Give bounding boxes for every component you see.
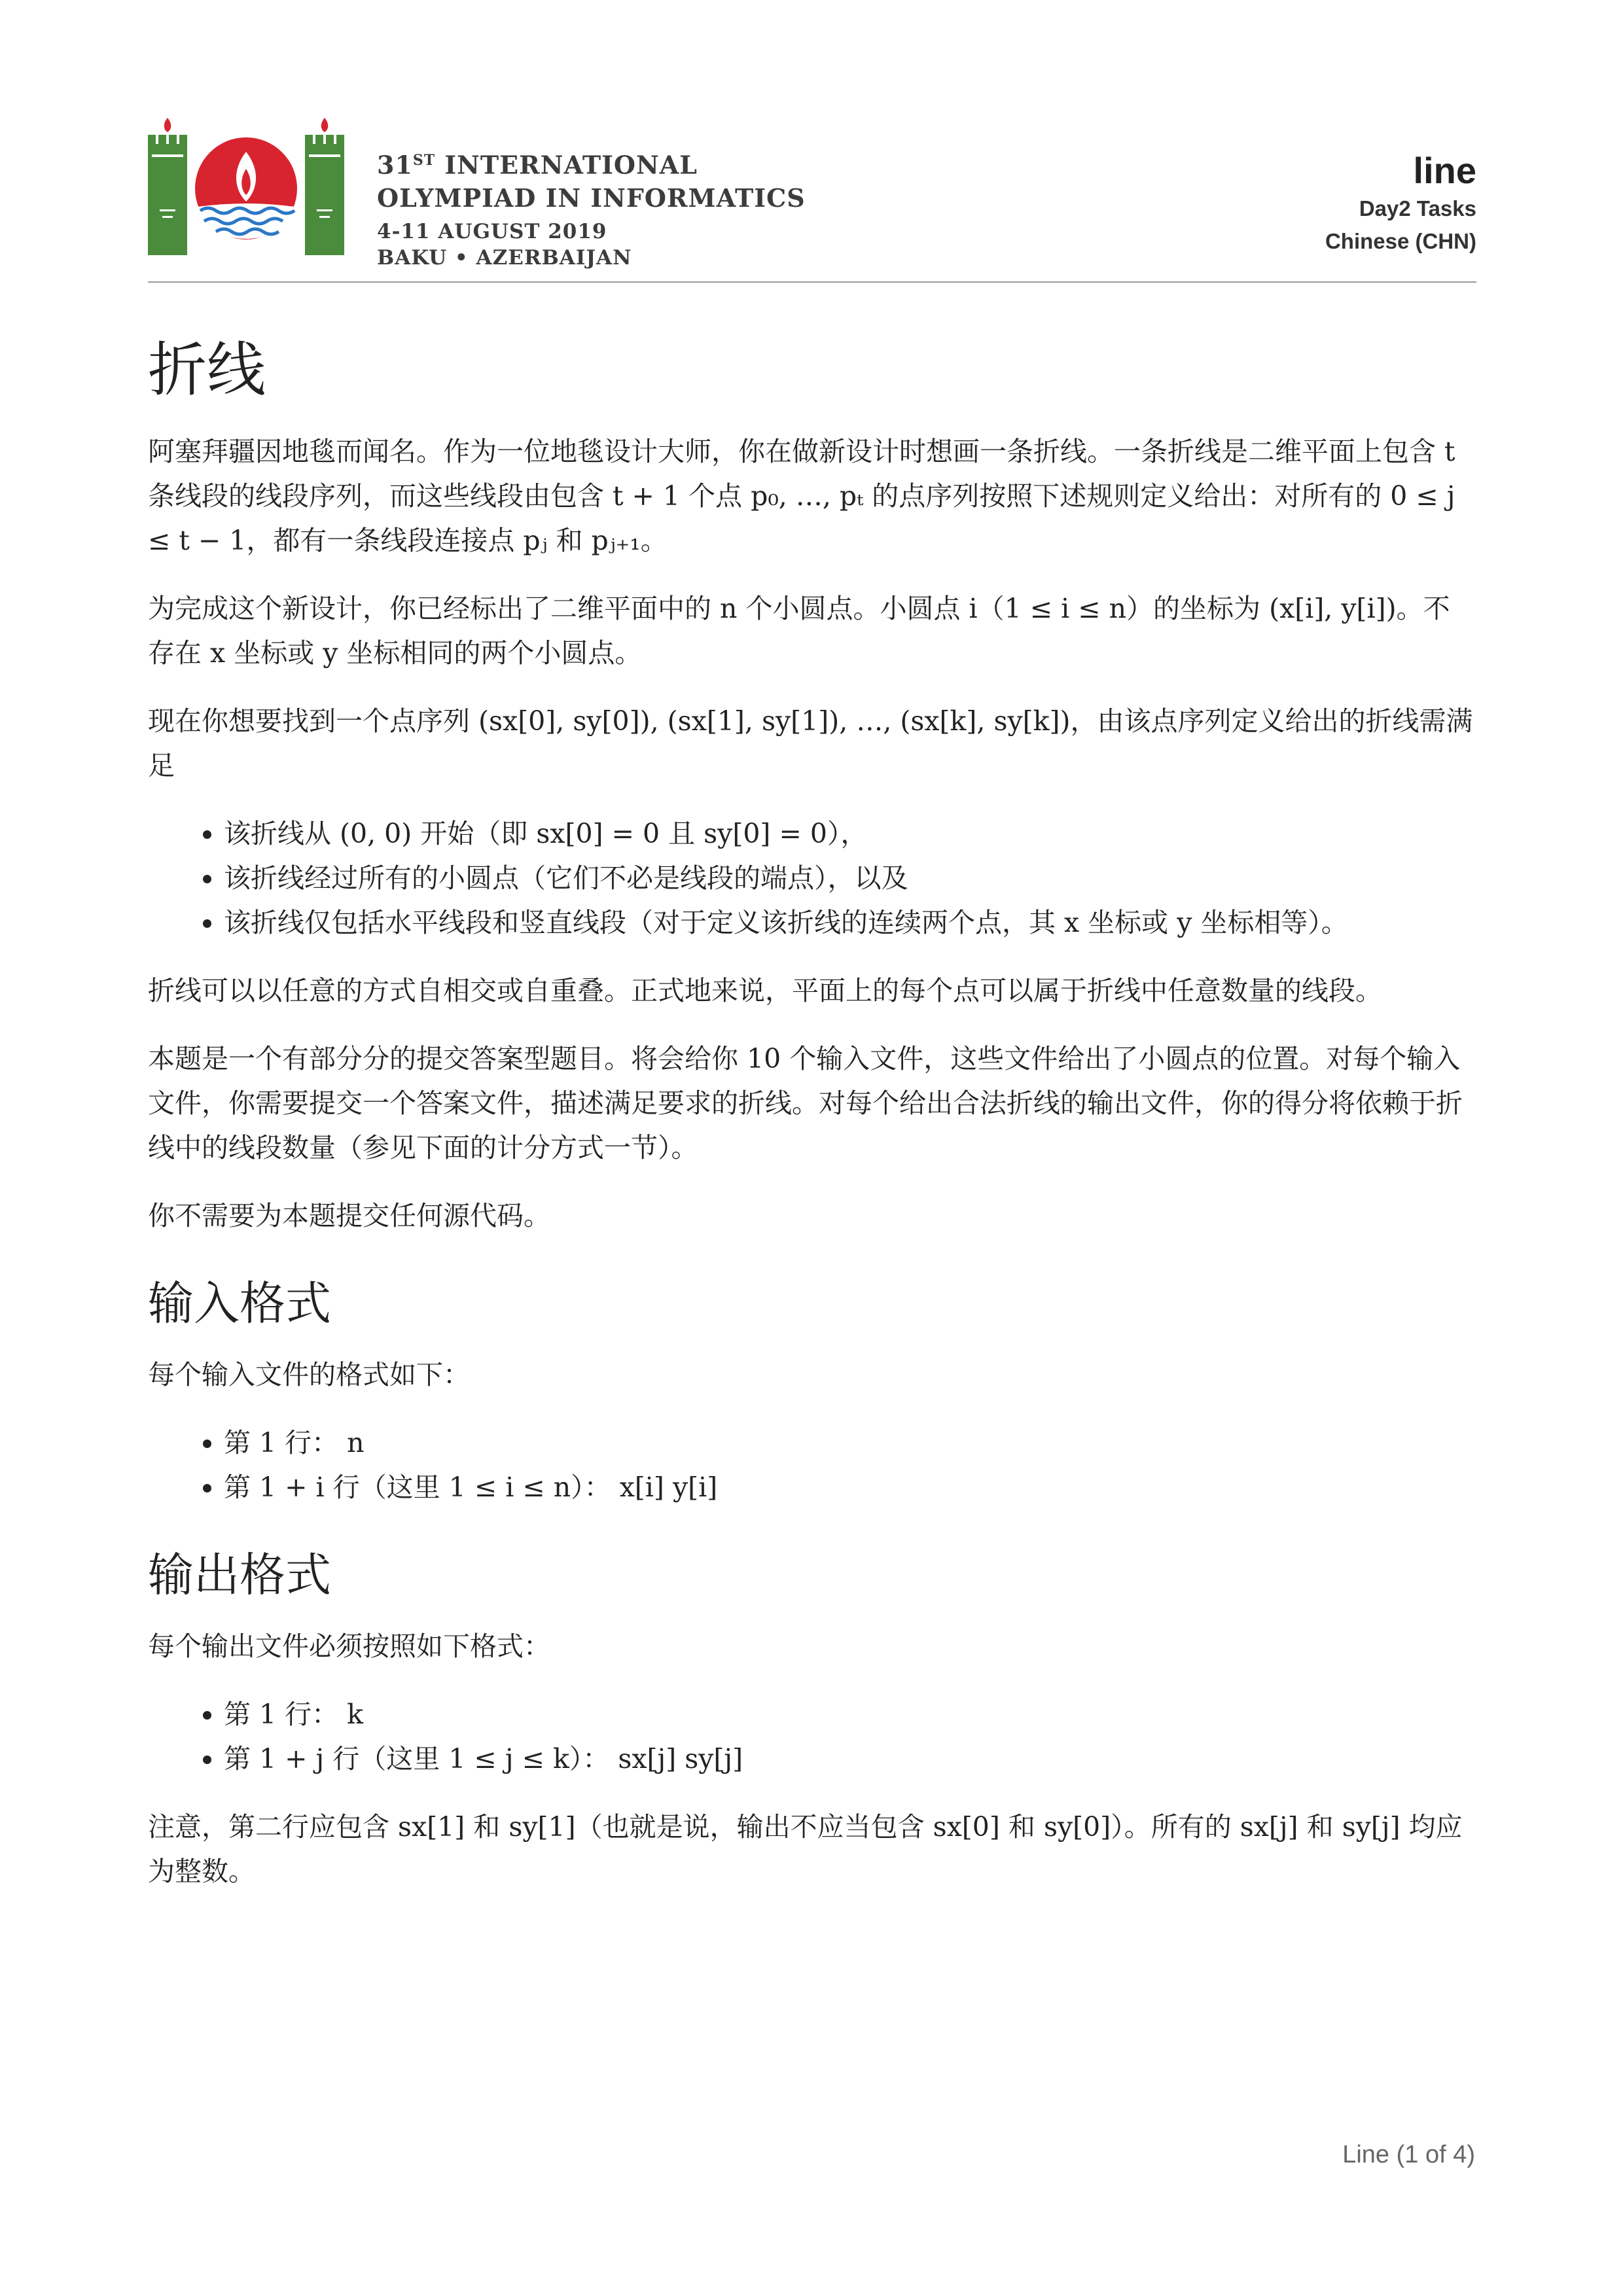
page-footer: Line (1 of 4) <box>1342 2141 1475 2168</box>
input-format-list <box>148 1421 1476 1510</box>
task-meta <box>1325 149 1476 258</box>
list-item: • 该折线从 (0, 0) 开始（即 sx[0] = 0 且 sy[0] = 0）， <box>224 811 1476 856</box>
list-item: • 第 1 + i 行（这里 1 ≤ i ≤ n）： x[i] y[i] <box>224 1465 1476 1510</box>
list-item: • 该折线经过所有的小圆点（它们不必是线段的端点），以及 <box>224 856 1476 900</box>
output-format-list <box>148 1692 1476 1781</box>
output-heading: 输出格式 <box>148 1548 331 1602</box>
ioi-2019-logo <box>148 118 344 255</box>
list-item: • 第 1 + j 行（这里 1 ≤ j ≤ k）： sx[j] sy[j] <box>224 1737 1476 1781</box>
paragraph-output-only: 本题是一个有部分分的提交答案型题目。将会给你 10 个输入文件，这些文件给出了小圆点的位置。对每个输入文件，你需要提交一个答案文件，描述满足要求的折线。对每个给出合法折线的输出文件，你的得分将依赖于折线中的线段数量（参见下面的计分方式一节）。 <box>148 1043 1463 1163</box>
task-day: Day2 Tasks <box>1359 196 1476 221</box>
olympiad-title: 31ST INTERNATIONAL OLYMPIAD IN INFORMATICS 4-11 AUGUST 2019 BAKU • AZERBAIJAN <box>377 150 806 270</box>
task-name: line <box>1413 150 1476 191</box>
input-intro: 每个输入文件的格式如下： <box>148 1359 470 1390</box>
condition-list <box>148 811 1476 945</box>
document-page <box>148 118 1476 1917</box>
page-header <box>148 118 1476 288</box>
output-intro: 每个输出文件必须按照如下格式： <box>148 1631 550 1662</box>
list-item: • 该折线仅包括水平线段和竖直线段（对于定义该折线的连续两个点，其 x 坐标或 y 坐标相等）。 <box>224 900 1476 945</box>
page-title: 折线 <box>148 336 266 404</box>
paragraph-points: 为完成这个新设计，你已经标出了二维平面中的 n 个小圆点。小圆点 i（1 ≤ i ≤ n）的坐标为 (x[i], y[i])。不存在 x 坐标或 y 坐标相同的两个小圆点。 <box>148 593 1450 669</box>
paragraph-intro: 阿塞拜疆因地毯而闻名。作为一位地毯设计大师，你在做新设计时想画一条折线。一条折线是二维平面上包含 t 条线段的线段序列，而这些线段由包含 t + 1 个点 p₀, …, pₜ 的点序列按照下述规则定义给出：对所有的 0 ≤ j ≤ t − 1，都有一条线段连接点 pⱼ 和 pⱼ₊₁。 <box>148 436 1455 556</box>
input-heading: 输入格式 <box>148 1277 331 1330</box>
output-note: 注意，第二行应包含 sx[1] 和 sy[1]（也就是说，输出不应当包含 sx[0] 和 sy[0]）。所有的 sx[j] 和 sy[j] 均应为整数。 <box>148 1811 1463 1887</box>
list-item: • 第 1 行： k <box>224 1692 1476 1737</box>
paragraph-no-source: 你不需要为本题提交任何源代码。 <box>148 1200 550 1231</box>
paragraph-self-intersect: 折线可以以任意的方式自相交或自重叠。正式地来说，平面上的每个点可以属于折线中任意数量的线段。 <box>148 975 1382 1006</box>
list-item: • 第 1 行： n <box>224 1421 1476 1465</box>
task-language: Chinese (CHN) <box>1325 229 1476 253</box>
header-divider <box>148 281 1476 283</box>
paragraph-sequence: 现在你想要找到一个点序列 (sx[0], sy[0]), (sx[1], sy[1]), …, (sx[k], sy[k])，由该点序列定义给出的折线需满足 <box>148 705 1473 781</box>
